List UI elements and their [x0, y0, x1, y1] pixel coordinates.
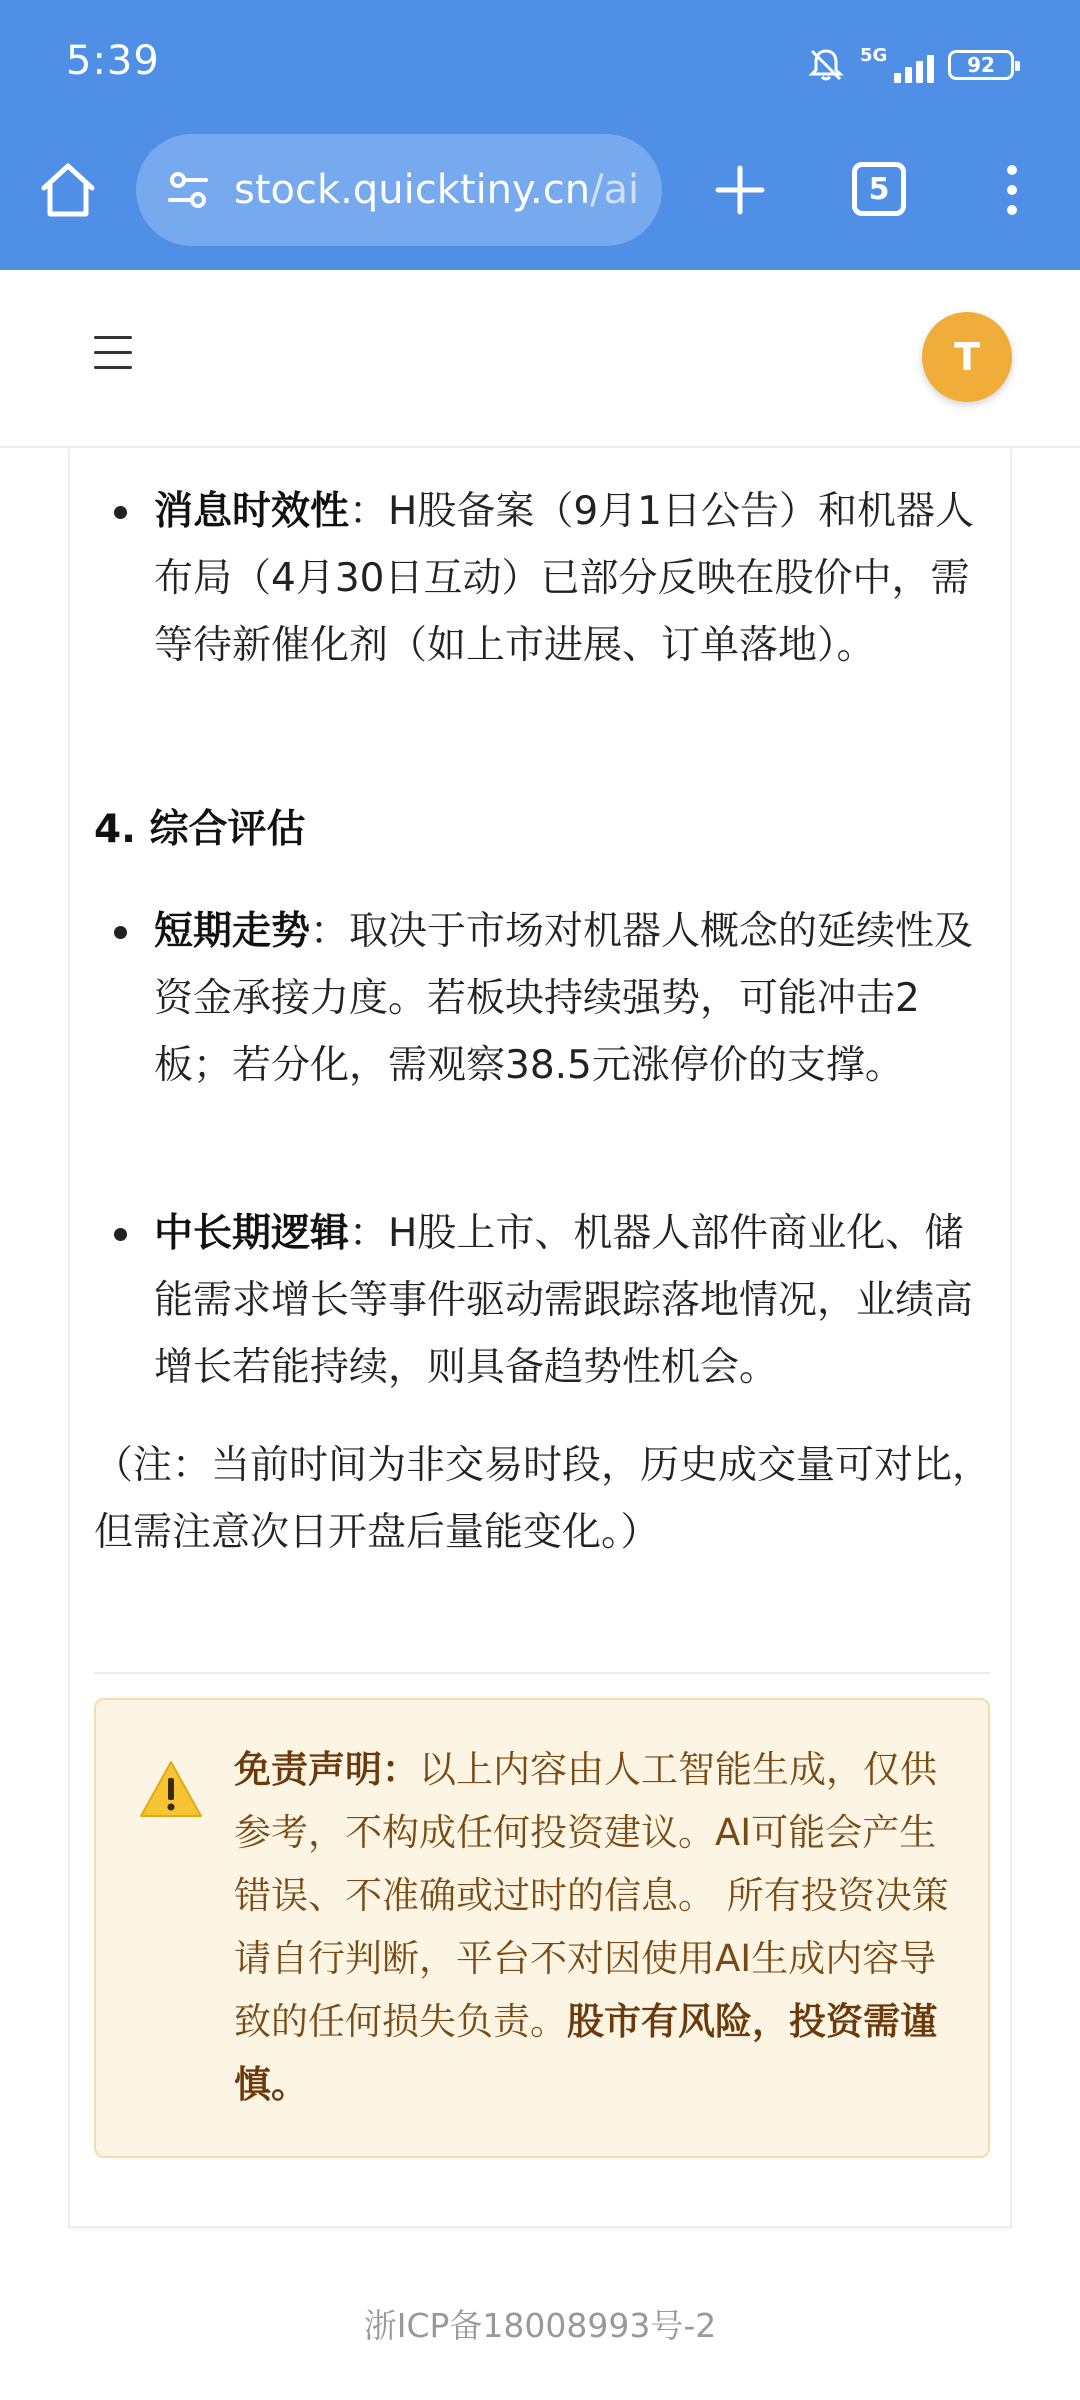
bell-off-icon	[806, 45, 846, 85]
url-text[interactable]	[234, 167, 639, 213]
hamburger-menu-icon[interactable]	[94, 336, 132, 376]
signal-icon	[860, 45, 934, 85]
address-bar-row	[0, 130, 1080, 250]
disclaimer-emphasis: 股市有风险，投资需谨慎。	[234, 2000, 937, 2106]
battery-level: 92	[967, 53, 995, 77]
list-item	[94, 478, 994, 679]
site-settings-icon[interactable]	[164, 166, 212, 214]
address-bar[interactable]	[136, 134, 662, 246]
status-icons	[806, 40, 1014, 90]
battery-icon	[948, 50, 1014, 80]
list-item	[94, 1200, 994, 1401]
site-header	[0, 270, 1080, 448]
new-tab-icon[interactable]	[708, 158, 772, 222]
url-host: stock.quicktiny.cn	[234, 167, 591, 213]
list-item	[94, 898, 994, 1099]
bullet-title: 短期走势	[154, 909, 311, 954]
status-bar	[0, 0, 1080, 130]
disclaimer-label: 免责声明：	[234, 1748, 419, 1791]
bullet-text: ：取决于市场对机器人概念的延续性及资金承接力度。若板块持续强势，可能冲击2板；若分化，需观察38.5元涨停价的支撑。	[154, 909, 974, 1088]
tab-switcher-icon[interactable]	[852, 162, 906, 216]
icp-footer[interactable]: 浙ICP备18008993号-2	[363, 2306, 717, 2345]
more-menu-icon[interactable]	[990, 158, 1034, 222]
disclaimer-box	[94, 1698, 990, 2158]
network-type: 5G	[860, 45, 888, 66]
disclaimer-body: 以上内容由人工智能生成，仅供参考，不构成任何投资建议。AI可能会产生错误、不准确或过时的信息。 所有投资决策请自行判断，平台不对因使用AI生成内容导致的任何损失负责。	[234, 1748, 949, 2043]
section-heading: 4. 综合评估	[94, 807, 306, 852]
note-text: （注：当前时间为非交易时段，历史成交量可对比，但需注意次日开盘后量能变化。）	[94, 1443, 992, 1555]
bullet-text: ：H股上市、机器人部件商业化、储能需求增长等事件驱动需跟踪落地情况，业绩高增长若能持续，则具备趋势性机会。	[154, 1211, 974, 1390]
answer-card	[68, 448, 1012, 2228]
bullet-title: 消息时效性	[154, 489, 350, 534]
browser-chrome	[0, 0, 1080, 270]
bullet-title: 中长期逻辑	[154, 1211, 350, 1256]
avatar[interactable]	[922, 312, 1012, 402]
url-path: /ai	[590, 167, 640, 213]
avatar-letter: T	[954, 335, 980, 379]
status-time: 5:39	[66, 38, 160, 84]
tab-count: 5	[868, 171, 890, 207]
home-icon[interactable]	[36, 158, 100, 222]
disclaimer-text	[234, 1738, 954, 2116]
warning-icon	[138, 1758, 204, 1820]
divider	[94, 1672, 990, 1674]
bullet-text: ：H股备案（9月1日公告）和机器人布局（4月30日互动）已部分反映在股价中，需等待新催化剂（如上市进展、订单落地）。	[154, 489, 974, 668]
